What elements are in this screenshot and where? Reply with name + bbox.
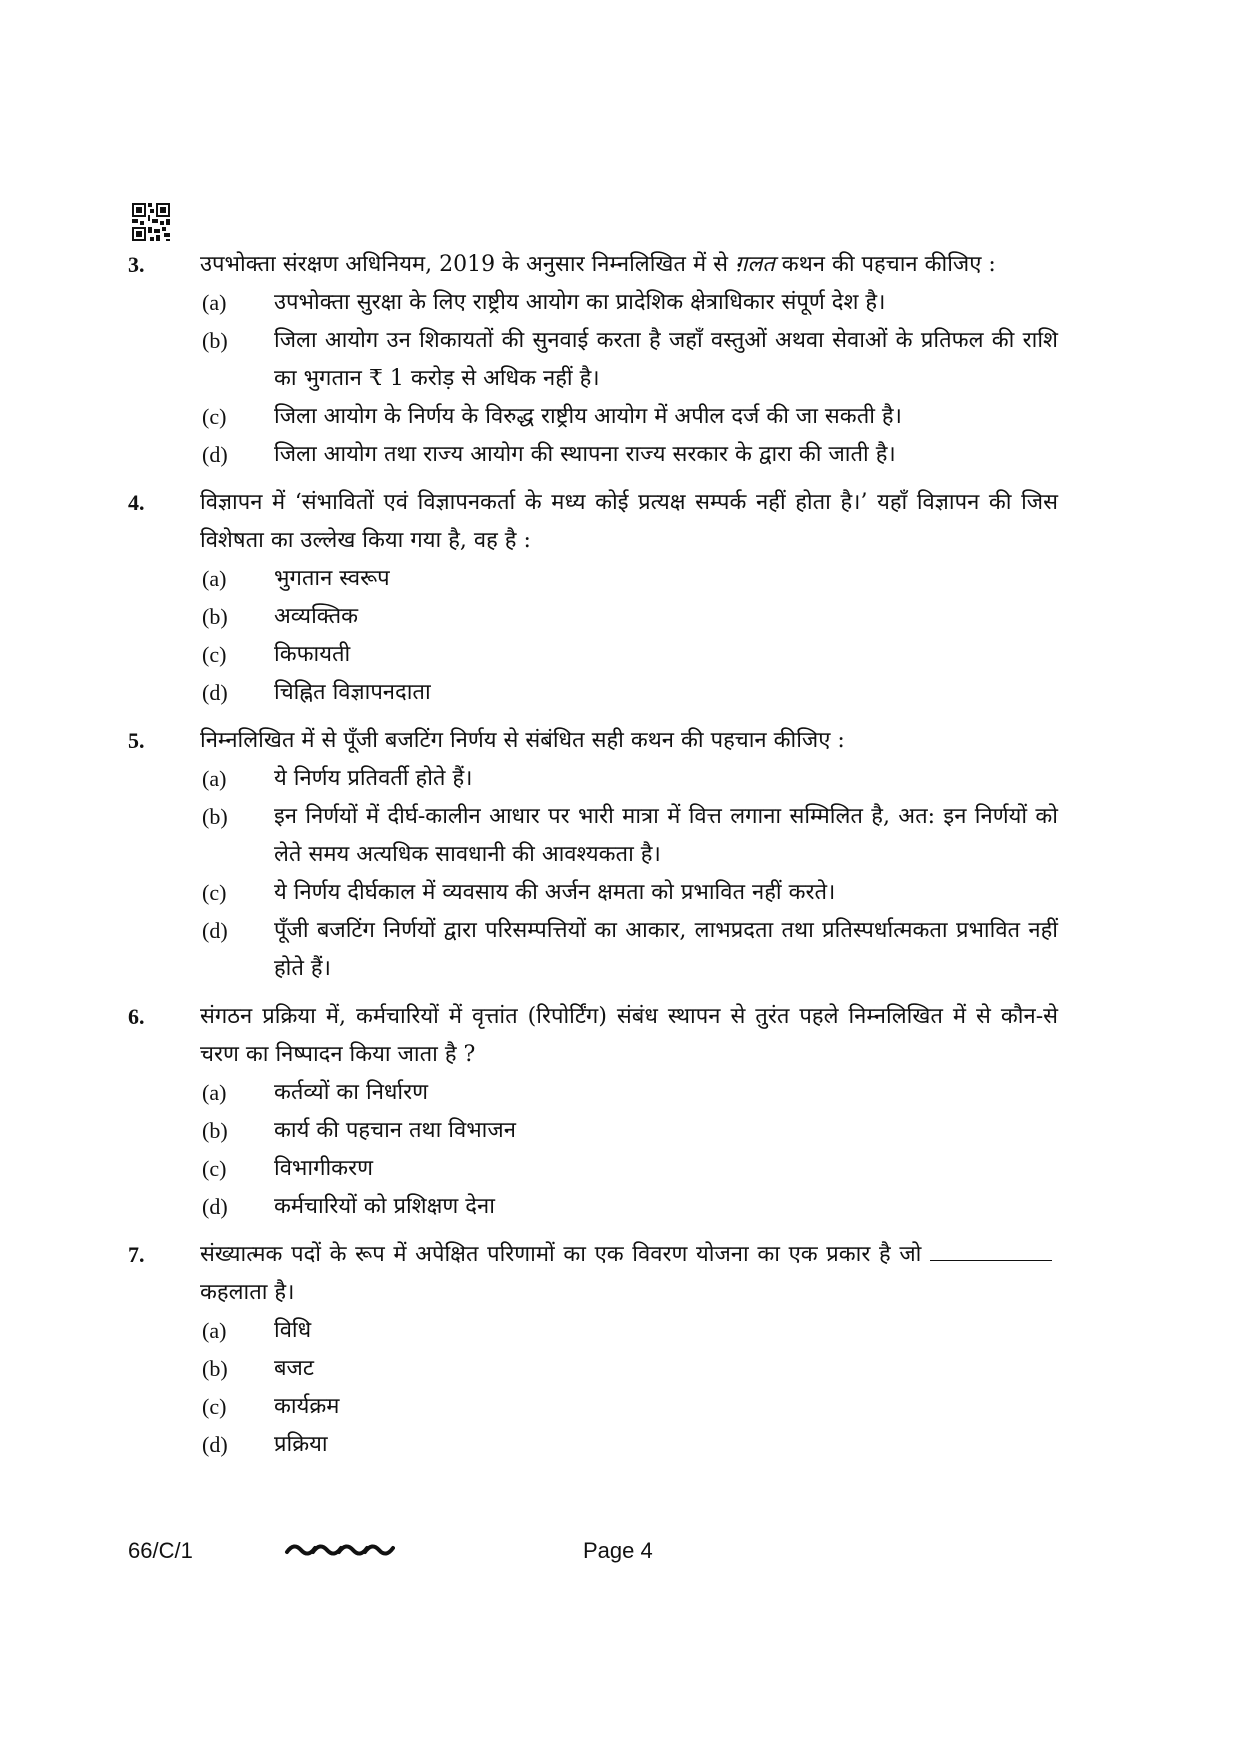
question-number: 4.: [128, 490, 145, 515]
question-number: 7.: [128, 1242, 145, 1267]
question-3: [128, 246, 1058, 474]
option-d: (d) कर्मचारियों को प्रशिक्षण देना: [202, 1194, 495, 1219]
option-list: [200, 1312, 1058, 1464]
tilde-wave-icon: [283, 1532, 395, 1562]
option-d: (d) प्रक्रिया: [202, 1432, 328, 1457]
option-c: (c) जिला आयोग के निर्णय के विरुद्ध राष्ट्रीय आयोग में अपील दर्ज की जा सकती है।: [202, 404, 902, 429]
question-4: [128, 484, 1058, 712]
option-list: [200, 760, 1058, 988]
question-text: संख्यात्मक पदों के रूप में अपेक्षित परिणामों का एक विवरण योजना का एक प्रकार है जो कहलाता है।: [200, 1236, 1058, 1312]
paper-code: 66/C/1: [128, 1538, 193, 1563]
option-c: (c) विभागीकरण: [202, 1156, 373, 1181]
option-b: (b) इन निर्णयों में दीर्घ-कालीन आधार पर भारी मात्रा में वित्त लगाना सम्मिलित है, अत: इन निर्णयों को लेते समय अत्यधिक सावधानी की आवश्यकता है।: [202, 804, 1058, 867]
option-list: [200, 560, 1058, 712]
question-6: [128, 998, 1058, 1226]
fill-in-blank: [930, 1238, 1052, 1261]
option-list: [200, 284, 1058, 474]
page-footer: [128, 1538, 1058, 1578]
option-d: (d) पूँजी बजटिंग निर्णयों द्वारा परिसम्पत्तियों का आकार, लाभप्रदता तथा प्रतिस्पर्धात्मकता प्रभावित नहीं होते हैं।: [202, 918, 1058, 981]
option-a: (a) भुगतान स्वरूप: [202, 566, 390, 591]
option-a: (a) कर्तव्यों का निर्धारण: [202, 1080, 429, 1105]
option-list: [200, 1074, 1058, 1226]
emphasis-word: ग़लत: [734, 252, 775, 277]
option-a: (a) ये निर्णय प्रतिवर्ती होते हैं।: [202, 766, 473, 791]
option-c: (c) कार्यक्रम: [202, 1394, 340, 1419]
option-c: (c) ये निर्णय दीर्घकाल में व्यवसाय की अर्जन क्षमता को प्रभावित नहीं करते।: [202, 880, 836, 905]
question-list: [128, 246, 1058, 1474]
qr-code-icon: [132, 203, 170, 241]
question-text: उपभोक्ता संरक्षण अधिनियम, 2019 के अनुसार निम्नलिखित में से ग़लत कथन की पहचान कीजिए :: [200, 252, 996, 277]
option-d: (d) चिह्नित विज्ञापनदाता: [202, 680, 431, 705]
option-c: (c) किफायती: [202, 642, 351, 667]
option-a: (a) विधि: [202, 1318, 312, 1343]
question-number: 6.: [128, 1004, 145, 1029]
question-number: 3.: [128, 252, 145, 277]
question-7: [128, 1236, 1058, 1464]
option-b: (b) कार्य की पहचान तथा विभाजन: [202, 1118, 516, 1143]
option-b: (b) बजट: [202, 1356, 314, 1381]
question-text: विज्ञापन में ‘संभावितों एवं विज्ञापनकर्ता के मध्य कोई प्रत्यक्ष सम्पर्क नहीं होता है।’ यहाँ विज्ञापन की जिस विशेषता का उल्लेख किया गया है, वह है :: [200, 490, 1058, 553]
option-d: (d) जिला आयोग तथा राज्य आयोग की स्थापना राज्य सरकार के द्वारा की जाती है।: [202, 442, 896, 467]
option-b: (b) जिला आयोग उन शिकायतों की सुनवाई करता है जहाँ वस्तुओं अथवा सेवाओं के प्रतिफल की राशि का भुगतान ₹ 1 करोड़ से अधिक नहीं है।: [202, 328, 1058, 391]
question-5: [128, 722, 1058, 988]
question-number: 5.: [128, 728, 145, 753]
question-text: संगठन प्रक्रिया में, कर्मचारियों में वृत्तांत (रिपोर्टिंग) संबंध स्थापन से तुरंत पहले निम्नलिखित में से कौन-से चरण का निष्पादन किया जाता है ?: [200, 1004, 1058, 1067]
page-number: Page 4: [583, 1538, 653, 1563]
question-text: निम्नलिखित में से पूँजी बजटिंग निर्णय से संबंधित सही कथन की पहचान कीजिए :: [200, 728, 845, 753]
option-a: (a) उपभोक्ता सुरक्षा के लिए राष्ट्रीय आयोग का प्रादेशिक क्षेत्राधिकार संपूर्ण देश है।: [202, 290, 886, 315]
option-b: (b) अव्यक्तिक: [202, 604, 359, 629]
